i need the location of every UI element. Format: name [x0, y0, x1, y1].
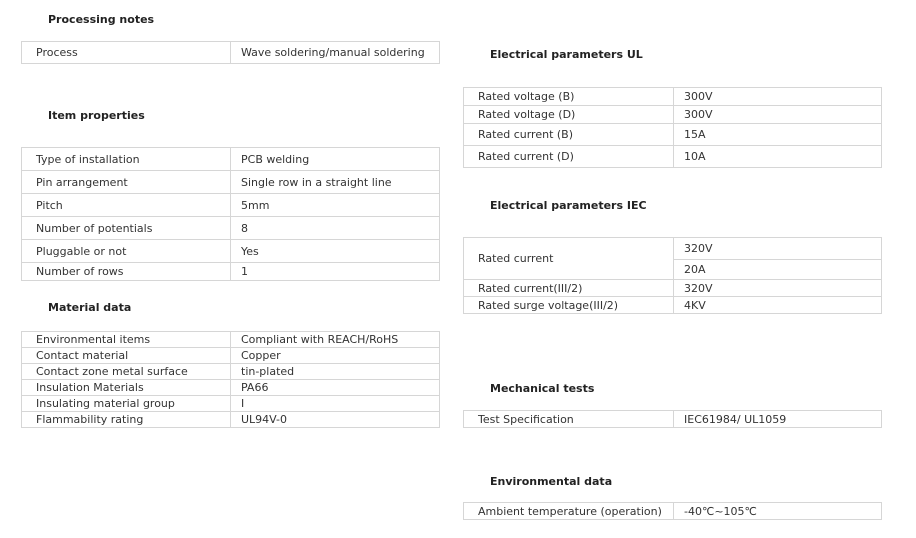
row-label: Rated voltage (B) [464, 88, 674, 106]
table-row [464, 238, 882, 260]
electrical-ul-table [463, 87, 882, 168]
table-row [464, 503, 882, 520]
row-label: Rated surge voltage(III/2) [464, 297, 674, 314]
table-row [464, 146, 882, 168]
row-value: 15A [674, 124, 882, 146]
table-row [464, 106, 882, 124]
row-label: Number of potentials [22, 217, 231, 240]
row-label: Rated current (B) [464, 124, 674, 146]
environmental-data-heading: Environmental data [490, 475, 613, 488]
row-label: Pluggable or not [22, 240, 231, 263]
item-properties-table [21, 147, 440, 281]
table-row [464, 280, 882, 297]
row-label: Pitch [22, 194, 231, 217]
row-label: Insulation Materials [22, 380, 231, 396]
row-value: IEC61984/ UL1059 [674, 411, 882, 428]
row-value: -40℃~105℃ [674, 503, 882, 520]
row-label: Rated current [464, 238, 674, 280]
row-label: Environmental items [22, 332, 231, 348]
table-row [464, 297, 882, 314]
row-label: Type of installation [22, 148, 231, 171]
mechanical-tests-heading: Mechanical tests [490, 382, 595, 395]
row-value: Single row in a straight line [231, 171, 440, 194]
row-label: Number of rows [22, 263, 231, 281]
processing-notes-table [21, 41, 440, 64]
table-row [22, 42, 440, 64]
row-label: Flammability rating [22, 412, 231, 428]
material-data-table [21, 331, 440, 428]
table-row [22, 171, 440, 194]
table-row [22, 348, 440, 364]
row-value: 4KV [674, 297, 882, 314]
row-value: 8 [231, 217, 440, 240]
environmental-data-table [463, 502, 882, 520]
row-value: 1 [231, 263, 440, 281]
row-value: UL94V-0 [231, 412, 440, 428]
table-row [22, 240, 440, 263]
row-value: tin-plated [231, 364, 440, 380]
mechanical-tests-table [463, 410, 882, 428]
table-row [22, 364, 440, 380]
table-row [22, 332, 440, 348]
material-data-heading: Material data [48, 301, 132, 314]
row-label: Insulating material group [22, 396, 231, 412]
row-value: 5mm [231, 194, 440, 217]
row-value: Ⅰ [231, 396, 440, 412]
item-properties-heading: Item properties [48, 109, 145, 122]
row-value: Yes [231, 240, 440, 263]
electrical-iec-heading: Electrical parameters IEC [490, 199, 647, 212]
row-value: 320V [674, 238, 882, 260]
row-label: Pin arrangement [22, 171, 231, 194]
table-row [22, 194, 440, 217]
row-value: 300V [674, 106, 882, 124]
row-label: Rated current(III/2) [464, 280, 674, 297]
table-row [22, 380, 440, 396]
row-value: 10A [674, 146, 882, 168]
row-value: 300V [674, 88, 882, 106]
table-row [22, 263, 440, 281]
row-label: Process [22, 42, 231, 64]
row-label: Rated voltage (D) [464, 106, 674, 124]
electrical-ul-heading: Electrical parameters UL [490, 48, 643, 61]
row-value: 320V [674, 280, 882, 297]
row-label: Contact zone metal surface [22, 364, 231, 380]
row-value: Compliant with REACH/RoHS [231, 332, 440, 348]
processing-notes-heading: Processing notes [48, 13, 155, 26]
row-label: Contact material [22, 348, 231, 364]
table-row [464, 124, 882, 146]
row-value: Wave soldering/manual soldering [231, 42, 440, 64]
electrical-iec-table [463, 237, 882, 314]
table-row [464, 88, 882, 106]
row-value: PA66 [231, 380, 440, 396]
row-label: Ambient temperature (operation) [464, 503, 674, 520]
table-row [22, 396, 440, 412]
row-value: 20A [674, 260, 882, 280]
table-row [22, 148, 440, 171]
table-row [22, 412, 440, 428]
row-value: PCB welding [231, 148, 440, 171]
table-row [22, 217, 440, 240]
row-label: Test Specification [464, 411, 674, 428]
row-value: Copper [231, 348, 440, 364]
table-row [464, 411, 882, 428]
row-label: Rated current (D) [464, 146, 674, 168]
